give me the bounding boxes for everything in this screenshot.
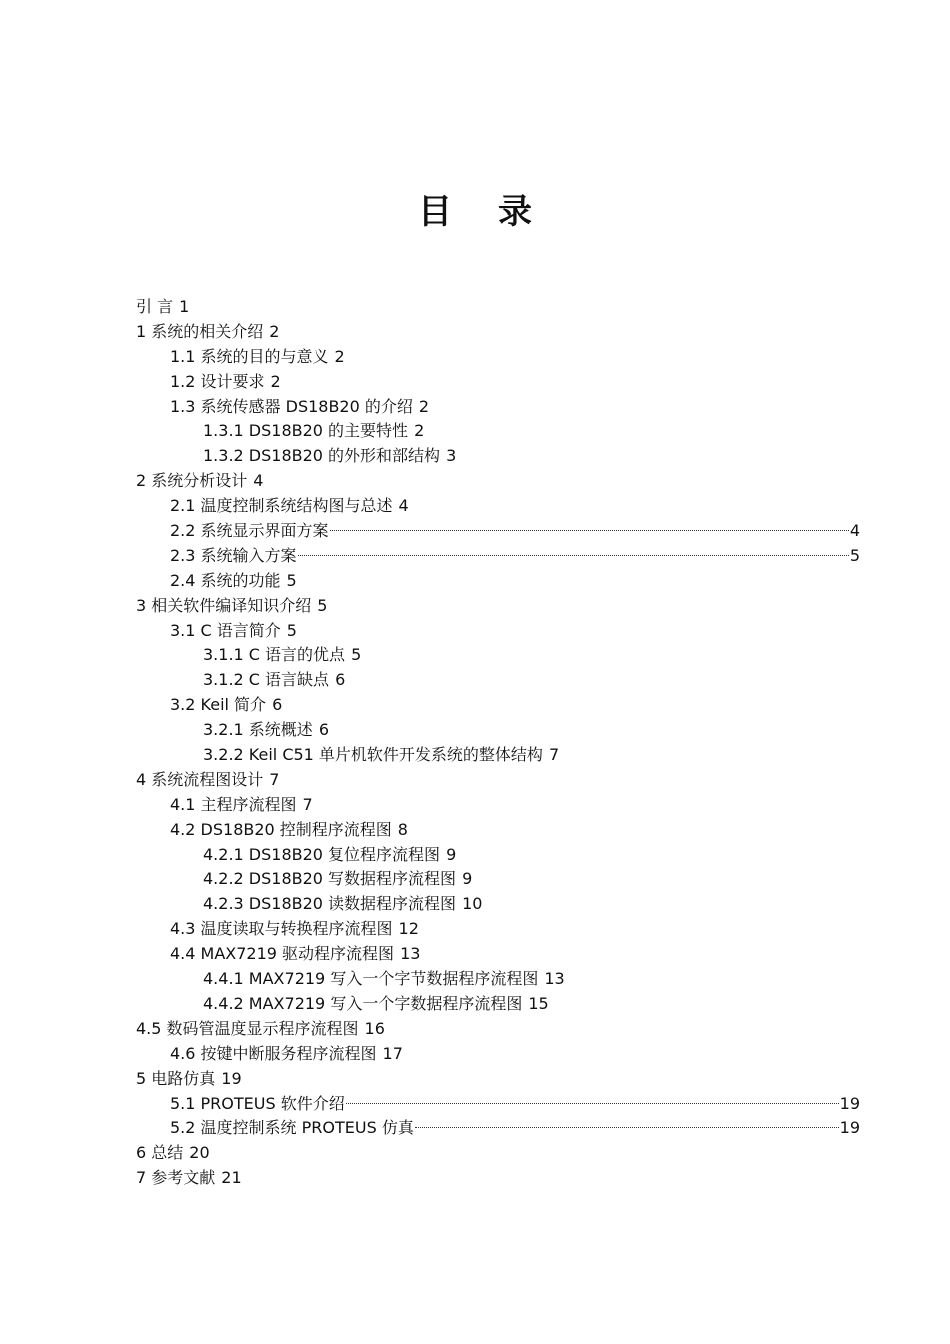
toc-entry[interactable]	[136, 1042, 860, 1067]
toc-entry[interactable]	[136, 469, 860, 494]
dot-leader	[346, 1103, 839, 1104]
toc-entry[interactable]	[136, 444, 860, 469]
toc-entry[interactable]	[136, 693, 860, 718]
toc-entry-label: 2 系统分析设计	[136, 471, 248, 491]
toc-entry[interactable]	[136, 718, 860, 743]
toc-entry[interactable]	[136, 1116, 860, 1141]
toc-entry[interactable]	[136, 345, 860, 370]
toc-entry-page-number: 19	[839, 1118, 860, 1138]
toc-entry[interactable]	[136, 594, 860, 619]
toc-entry-label: 3.1.2 C 语言缺点	[203, 670, 330, 690]
toc-entry-label: 4.4.2 MAX7219 写入一个字数据程序流程图	[203, 993, 523, 1013]
toc-entry[interactable]	[136, 818, 860, 843]
toc-entry-page-number: 6	[318, 720, 329, 740]
toc-entry[interactable]	[136, 395, 860, 420]
toc-entry-label: 1.1 系统的目的与意义	[170, 346, 329, 366]
toc-entry-page-number: 2	[269, 321, 280, 341]
toc-entry-page-number: 13	[400, 944, 421, 964]
toc-entry-label: 1.3 系统传感器 DS18B20 的介绍	[170, 396, 413, 416]
toc-entry-label: 1.3.2 DS18B20 的外形和部结构	[203, 446, 441, 466]
toc-entry-page-number: 4	[849, 521, 860, 541]
toc-entry[interactable]	[136, 494, 860, 519]
toc-entry-label: 5.1 PROTEUS 软件介绍	[170, 1093, 345, 1113]
toc-entry[interactable]	[136, 419, 860, 444]
toc-entry-page-number: 19	[221, 1068, 242, 1088]
toc-entry-page-number: 12	[398, 919, 419, 939]
toc-entry-page-number: 10	[462, 894, 483, 914]
toc-entry-label: 3.1.1 C 语言的优点	[203, 645, 346, 665]
toc-entry-page-number: 2	[414, 421, 425, 441]
toc-entry-page-number: 16	[364, 1018, 385, 1038]
toc-entry-label: 5 电路仿真	[136, 1068, 216, 1088]
toc-entry[interactable]	[136, 1141, 860, 1166]
toc-entry[interactable]	[136, 768, 860, 793]
toc-entry[interactable]	[136, 1067, 860, 1092]
toc-entry-page-number: 20	[189, 1143, 210, 1163]
toc-entry-page-number: 4	[253, 471, 264, 491]
toc-entry-page-number: 21	[221, 1168, 242, 1188]
toc-entry-page-number: 2	[270, 371, 281, 391]
toc-entry-label: 4.5 数码管温度显示程序流程图	[136, 1018, 359, 1038]
toc-entry-label: 3.1 C 语言简介	[170, 620, 281, 640]
toc-entry-page-number: 2	[334, 346, 345, 366]
toc-entry-page-number: 5	[286, 570, 297, 590]
toc-entry[interactable]	[136, 668, 860, 693]
toc-entry-page-number: 5	[849, 545, 860, 565]
toc-entry[interactable]	[136, 917, 860, 942]
toc-entry-label: 2.3 系统输入方案	[170, 545, 297, 565]
toc-entry-page-number: 17	[382, 1043, 403, 1063]
toc-entry[interactable]	[136, 619, 860, 644]
toc-entry[interactable]	[136, 843, 860, 868]
toc-entry-label: 4.4.1 MAX7219 写入一个字节数据程序流程图	[203, 969, 539, 989]
toc-entry-page-number: 5	[286, 620, 297, 640]
toc-entry-page-number: 8	[397, 819, 408, 839]
toc-entry-label: 1 系统的相关介绍	[136, 321, 264, 341]
toc-entry-label: 2.1 温度控制系统结构图与总述	[170, 496, 393, 516]
toc-entry-page-number: 6	[335, 670, 346, 690]
toc-entry-page-number: 15	[528, 993, 549, 1013]
toc-entry[interactable]	[136, 1017, 860, 1042]
dot-leader	[298, 555, 849, 556]
toc-entry[interactable]	[136, 569, 860, 594]
toc-entry[interactable]	[136, 867, 860, 892]
toc-entry-label: 3.2.2 Keil C51 单片机软件开发系统的整体结构	[203, 745, 543, 765]
toc-entry[interactable]	[136, 743, 860, 768]
toc-entry-label: 5.2 温度控制系统 PROTEUS 仿真	[170, 1118, 414, 1138]
toc-entry-page-number: 13	[544, 969, 565, 989]
toc-entry-page-number: 9	[462, 869, 473, 889]
toc-entry-label: 4.4 MAX7219 驱动程序流程图	[170, 944, 395, 964]
toc-entry[interactable]	[136, 992, 860, 1017]
toc-entry-label: 4.3 温度读取与转换程序流程图	[170, 919, 393, 939]
dot-leader	[330, 530, 849, 531]
dot-leader	[415, 1127, 839, 1128]
toc-list	[136, 295, 860, 1191]
toc-entry-page-number: 1	[179, 297, 190, 316]
toc-title: 目录	[418, 191, 578, 232]
toc-entry-page-number: 7	[302, 794, 313, 814]
toc-entry-label: 1.2 设计要求	[170, 371, 265, 391]
toc-entry-page-number: 2	[418, 396, 430, 416]
toc-entry-label: 3.2 Keil 简介	[170, 695, 267, 715]
toc-entry-page-number: 9	[446, 844, 457, 864]
toc-entry-label: 2.2 系统显示界面方案	[170, 521, 329, 541]
toc-entry-label: 4 系统流程图设计	[136, 769, 264, 789]
toc-entry[interactable]	[136, 793, 860, 818]
toc-entry-label: 4.2.2 DS18B20 写数据程序流程图	[203, 869, 457, 889]
toc-entry-label: 7 参考文献	[136, 1168, 216, 1188]
toc-entry[interactable]	[136, 967, 860, 992]
toc-entry[interactable]	[136, 643, 860, 668]
toc-entry-label: 2.4 系统的功能	[170, 570, 281, 590]
toc-entry-label: 4.6 按键中断服务程序流程图	[170, 1043, 377, 1063]
toc-entry[interactable]	[136, 544, 860, 569]
toc-entry[interactable]	[136, 942, 860, 967]
toc-entry-page-number: 6	[272, 695, 283, 715]
toc-entry-label: 4.2.1 DS18B20 复位程序流程图	[203, 844, 441, 864]
toc-entry-page-number: 7	[548, 745, 560, 765]
toc-entry-label: 4.2 DS18B20 控制程序流程图	[170, 819, 392, 839]
toc-entry[interactable]	[136, 519, 860, 544]
toc-entry-label: 3.2.1 系统概述	[203, 720, 313, 740]
toc-entry[interactable]	[136, 320, 860, 345]
toc-entry-label: 4.2.3 DS18B20 读数据程序流程图	[203, 894, 457, 914]
toc-entry-page-number: 4	[398, 496, 409, 516]
toc-entry[interactable]	[136, 370, 860, 395]
toc-entry-label: 3 相关软件编译知识介绍	[136, 595, 312, 615]
toc-entry-page-number: 3	[446, 446, 457, 466]
toc-entry[interactable]	[136, 892, 860, 917]
toc-entry-label: 1.3.1 DS18B20 的主要特性	[203, 421, 409, 441]
toc-entry-label: 引 言	[136, 297, 174, 316]
toc-entry[interactable]	[136, 1092, 860, 1117]
toc-entry-page-number: 5	[317, 595, 328, 615]
toc-entry-page-number: 5	[351, 645, 362, 665]
toc-entry-page-number: 7	[269, 769, 280, 789]
toc-entry[interactable]	[136, 1166, 860, 1191]
toc-entry-label: 6 总结	[136, 1143, 184, 1163]
toc-entry-label: 4.1 主程序流程图	[170, 794, 297, 814]
toc-entry-page-number: 19	[839, 1093, 860, 1113]
toc-entry[interactable]	[136, 295, 860, 320]
